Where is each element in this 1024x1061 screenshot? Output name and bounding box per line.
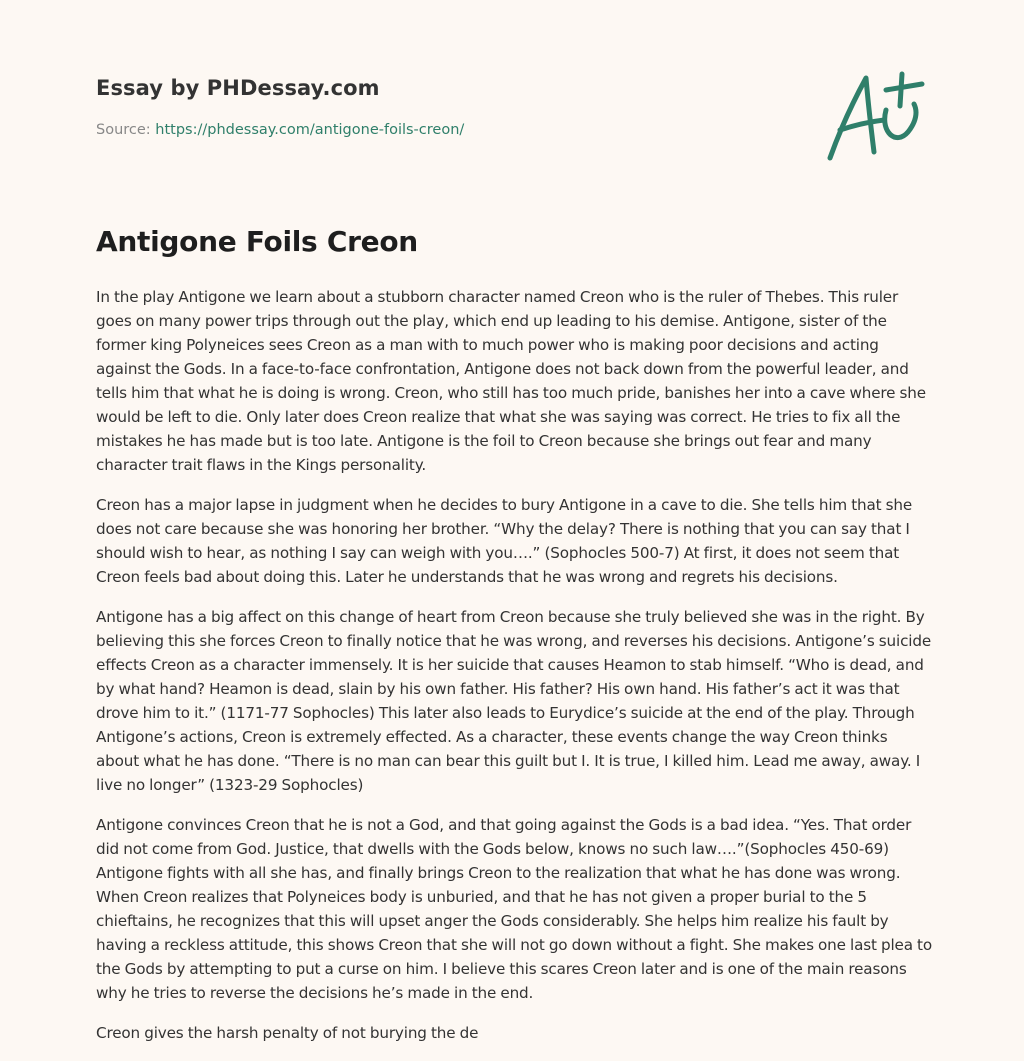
essay-body xyxy=(96,285,932,1061)
essay-paragraph: Antigone convinces Creon that he is not a God, and that going against the Gods is a bad idea. “Yes. That order did not come from God. Justice, that dwells with the Gods below, knows no such law….”(Sophocles 450-69) Antigone fights with all she has, and finally brings Creon to the realization that what he has done was wrong. When Creon realizes that Polyneices body is unburied, and that he has not given a proper burial to the 5 chieftains, he recognizes that this will upset anger the Gods considerably. She helps him realize his fault by having a reckless attitude, this shows Creon that she will not go down without a fight. She makes one last plea to the Gods by attempting to put a curse on him. I believe this scares Creon later and is one of the main reasons why he tries to reverse the decisions he’s made in the end. xyxy=(96,816,933,1002)
source-line xyxy=(96,122,796,138)
essay-paragraph: Antigone has a big affect on this change of heart from Creon because she truly believed she was in the right. By believing this she forces Creon to finally notice that he was wrong, and reverses his decisions. Antigone’s suicide effects Creon as a character immensely. It is her suicide that causes Heamon to stab himself. “Who is dead, and by what hand? Heamon is dead, slain by his own father. His father? His own hand. His father’s act it was that drove him to it.” (1171-77 Sophocles) This later also leads to Eurydice’s suicide at the end of the play. Through Antigone’s actions, Creon is extremely effected. As a character, these events change the way Creon thinks about what he has done. “There is no man can bear this guilt but I. It is true, I killed him. Lead me away, away. I live no longer” (1323-29 Sophocles) xyxy=(96,608,932,794)
source-link[interactable]: https://phdessay.com/antigone-foils-creon/ xyxy=(155,122,465,138)
essay-title: Antigone Foils Creon xyxy=(96,225,418,258)
document-header xyxy=(96,76,796,138)
a-plus-logo-icon xyxy=(822,66,928,166)
site-title: Essay by PHDessay.com xyxy=(96,76,380,100)
essay-paragraph: In the play Antigone we learn about a stubborn character named Creon who is the ruler of Thebes. This ruler goes on many power trips through out the play, which end up leading to his demise. Antigone, sister of the former king Polyneices sees Creon as a man with to much power who is making poor decisions and acting against the Gods. In a face-to-face confrontation, Antigone does not back down from the powerful leader, and tells him that what he is doing is wrong. Creon, who still has too much pride, banishes her into a cave where she would be left to die. Only later does Creon realize that what she was saying was correct. He tries to fix all the mistakes he has made but is too late. Antigone is the foil to Creon because she brings out fear and many character trait flaws in the Kings personality. xyxy=(96,288,926,474)
essay-paragraph: Creon has a major lapse in judgment when he decides to bury Antigone in a cave to die. She tells him that she does not care because she was honoring her brother. “Why the delay? There is nothing that you can say that I should wish to hear, as nothing I say can weigh with you….” (Sophocles 500-7) At first, it does not seem that Creon feels bad about doing this. Later he understands that he was wrong and regrets his decisions. xyxy=(96,496,913,586)
source-label: Source: xyxy=(96,122,156,138)
essay-paragraph: Creon gives the harsh penalty of not burying the de xyxy=(96,1024,479,1042)
